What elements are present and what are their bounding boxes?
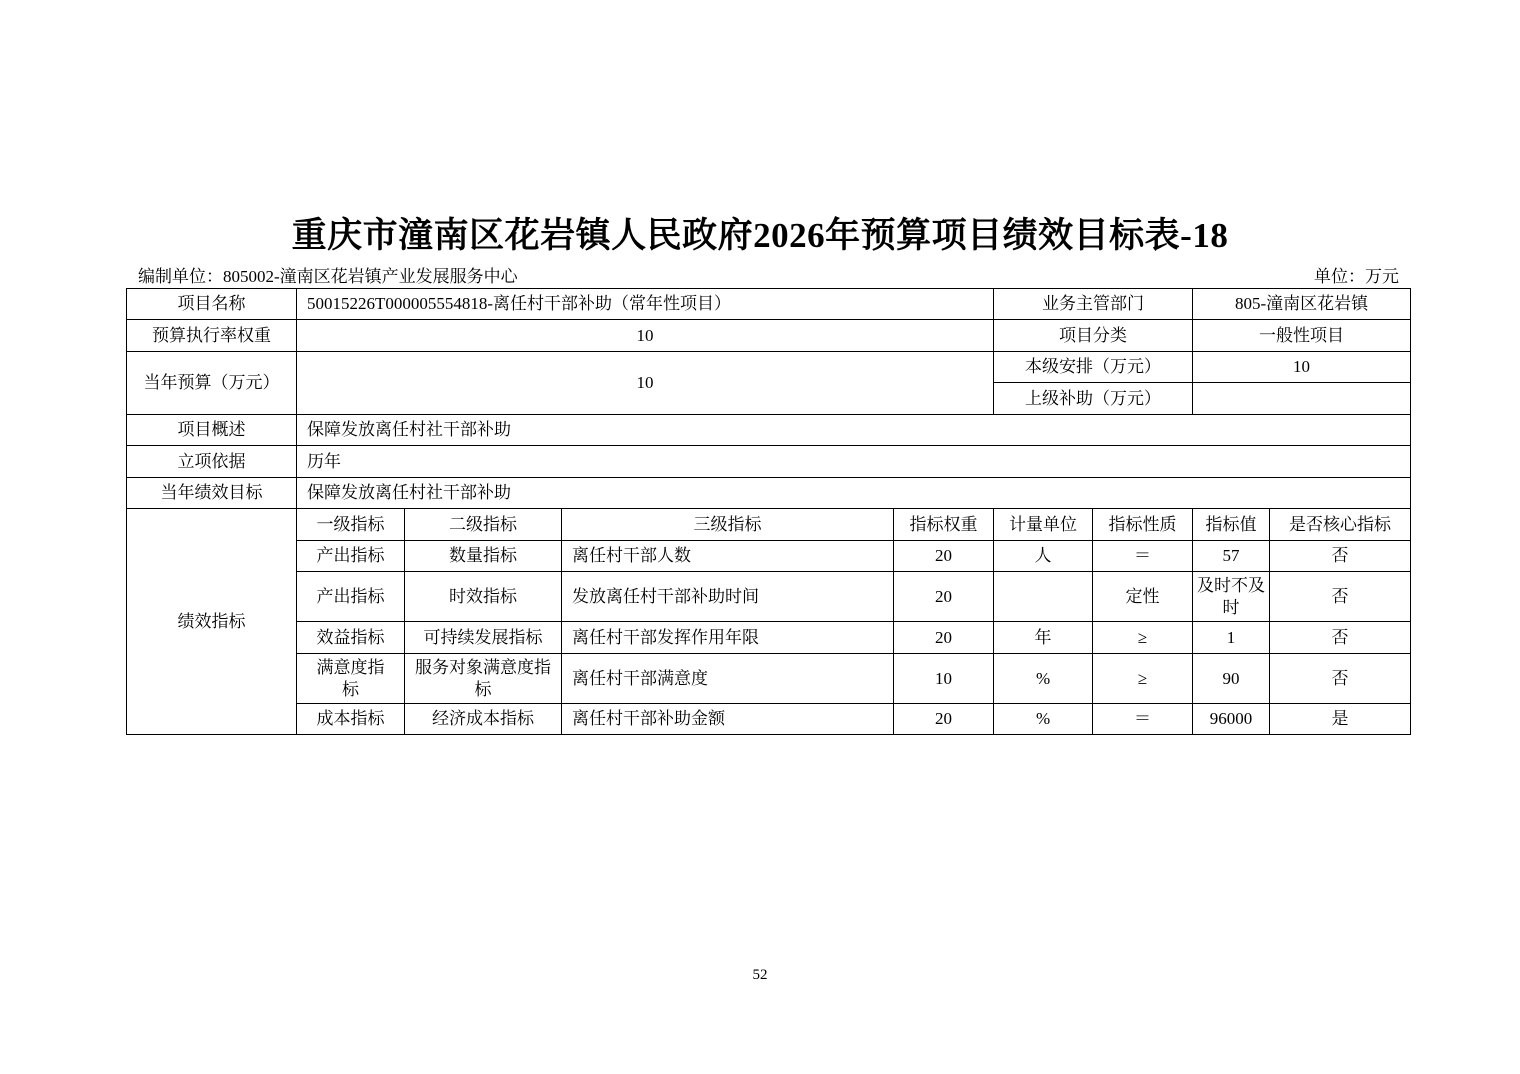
indicator-level1: 产出指标 <box>297 541 405 572</box>
basis-label: 立项依据 <box>127 446 297 478</box>
indicator-weight: 10 <box>894 654 994 704</box>
basis-value: 历年 <box>297 446 1411 478</box>
indicator-value: 96000 <box>1193 704 1270 735</box>
indicator-unit: 年 <box>994 622 1093 654</box>
indicator-core: 是 <box>1270 704 1411 735</box>
indicator-core: 否 <box>1270 572 1411 622</box>
indicator-value: 57 <box>1193 541 1270 572</box>
indicator-unit: % <box>994 704 1093 735</box>
indicator-nature: 定性 <box>1093 572 1193 622</box>
compiling-unit: 编制单位：805002-潼南区花岩镇产业发展服务中心 <box>138 267 518 286</box>
indicator-level1: 产出指标 <box>297 572 405 622</box>
indicator-level2: 数量指标 <box>405 541 562 572</box>
indicator-level3: 离任村干部人数 <box>562 541 894 572</box>
indicator-level3: 离任村干部发挥作用年限 <box>562 622 894 654</box>
indicator-weight: 20 <box>894 704 994 735</box>
page-title: 重庆市潼南区花岩镇人民政府2026年预算项目绩效目标表-18 <box>291 216 1229 255</box>
indicator-unit: % <box>994 654 1093 704</box>
indicator-level1: 成本指标 <box>297 704 405 735</box>
indicator-nature: ≥ <box>1093 622 1193 654</box>
header-unit: 计量单位 <box>994 509 1093 541</box>
indicator-level3: 发放离任村干部补助时间 <box>562 572 894 622</box>
upper-value <box>1193 383 1411 415</box>
indicator-nature: ＝ <box>1093 704 1193 735</box>
page-number: 52 <box>752 967 768 983</box>
dept-value: 805-潼南区花岩镇 <box>1193 289 1411 320</box>
indicator-weight: 20 <box>894 572 994 622</box>
currency-unit: 单位：万元 <box>1314 267 1399 286</box>
category-value: 一般性项目 <box>1193 320 1411 352</box>
overview-label: 项目概述 <box>127 415 297 446</box>
indicator-level3: 离任村干部满意度 <box>562 654 894 704</box>
overview-value: 保障发放离任村社干部补助 <box>297 415 1411 446</box>
header-value: 指标值 <box>1193 509 1270 541</box>
table-row <box>127 572 1411 622</box>
indicator-nature: ＝ <box>1093 541 1193 572</box>
indicator-level2: 服务对象满意度指标 <box>405 654 562 704</box>
indicator-weight: 20 <box>894 541 994 572</box>
table-row <box>127 622 1411 654</box>
budget-label: 当年预算（万元） <box>127 352 297 415</box>
header-core: 是否核心指标 <box>1270 509 1411 541</box>
exec-weight-value: 10 <box>297 320 994 352</box>
header-weight: 指标权重 <box>894 509 994 541</box>
indicator-core: 否 <box>1270 654 1411 704</box>
header-level1: 一级指标 <box>297 509 405 541</box>
indicator-unit: 人 <box>994 541 1093 572</box>
indicator-level2: 经济成本指标 <box>405 704 562 735</box>
table-row <box>127 704 1411 735</box>
local-label: 本级安排（万元） <box>994 352 1193 383</box>
header-nature: 指标性质 <box>1093 509 1193 541</box>
indicator-value: 90 <box>1193 654 1270 704</box>
budget-value: 10 <box>297 352 994 415</box>
project-name-value: 50015226T000005554818-离任村干部补助（常年性项目） <box>297 289 994 320</box>
header-level2: 二级指标 <box>405 509 562 541</box>
indicator-core: 否 <box>1270 541 1411 572</box>
indicator-level3: 离任村干部补助金额 <box>562 704 894 735</box>
indicator-level1: 满意度指标 <box>297 654 405 704</box>
exec-weight-label: 预算执行率权重 <box>127 320 297 352</box>
indicator-value: 及时不及时 <box>1193 572 1270 622</box>
indicator-level2: 时效指标 <box>405 572 562 622</box>
indicator-unit <box>994 572 1093 622</box>
indicator-weight: 20 <box>894 622 994 654</box>
project-name-label: 项目名称 <box>127 289 297 320</box>
dept-label: 业务主管部门 <box>994 289 1193 320</box>
table-row <box>127 654 1411 704</box>
category-label: 项目分类 <box>994 320 1193 352</box>
goal-value: 保障发放离任村社干部补助 <box>297 478 1411 509</box>
indicator-level2: 可持续发展指标 <box>405 622 562 654</box>
indicator-core: 否 <box>1270 622 1411 654</box>
indicator-level1: 效益指标 <box>297 622 405 654</box>
goal-label: 当年绩效目标 <box>127 478 297 509</box>
performance-table <box>126 288 1411 735</box>
indicators-label: 绩效指标 <box>127 509 297 735</box>
table-row <box>127 541 1411 572</box>
header-level3: 三级指标 <box>562 509 894 541</box>
indicator-nature: ≥ <box>1093 654 1193 704</box>
local-value: 10 <box>1193 352 1411 383</box>
indicator-value: 1 <box>1193 622 1270 654</box>
upper-label: 上级补助（万元） <box>994 383 1193 415</box>
